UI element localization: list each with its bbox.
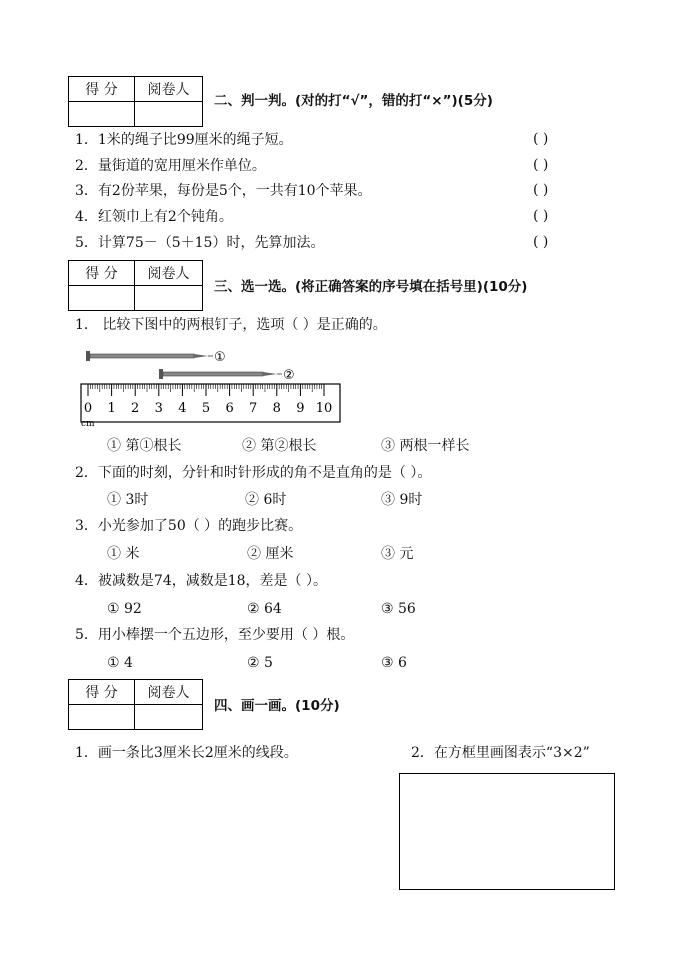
ruler-number: 0 [83,401,93,416]
s3-q5-option-2: ② 5 [247,655,273,671]
s3-q5-option-3: ③ 6 [381,655,407,671]
grader-cell[interactable] [135,286,203,311]
s2-answer-1[interactable]: ( ) [533,131,549,147]
s2-question-3: 3．有2份苹果，每份是5个，一共有10个苹果。 [75,183,372,199]
s3-question-2: 2．下面的时刻，分针和时针形成的角不是直角的是（ ）。 [75,465,432,481]
grader-label: 阅卷人 [135,77,203,102]
s4-question-1: 1．画一条比3厘米长2厘米的线段。 [75,745,298,761]
drawing-answer-box[interactable] [399,773,615,890]
s3-q1-option-1: ① 第①根长 [107,438,182,454]
s3-question-4: 4．被减数是74，减数是18，差是（ ）。 [75,573,327,589]
score-cell[interactable] [69,705,135,730]
score-label: 得 分 [69,680,135,705]
s2-question-1: 1．1米的绳子比99厘米的绳子短。 [75,132,293,148]
nail-label-2: ② [283,368,295,383]
score-cell[interactable] [69,286,135,311]
grader-label: 阅卷人 [135,680,203,705]
s3-question-1: 1． 比较下图中的两根钉子，选项（ ）是正确的。 [75,317,387,333]
ruler-number: 3 [154,401,163,416]
ruler-number: 10 [315,401,333,416]
nail-label-1: ① [214,350,226,365]
s3-q4-option-3: ③ 56 [381,601,416,617]
grader-label: 阅卷人 [135,261,203,286]
s3-q1-option-3: ③ 两根一样长 [381,438,470,454]
section4-title: 四、画一画。(10分) [214,698,340,714]
score-table-section2 [68,76,203,127]
nail-ruler-figure [76,344,356,430]
ruler-number: 6 [225,401,234,416]
score-cell[interactable] [69,102,135,127]
nail-1 [86,351,213,361]
s3-q4-option-1: ① 92 [107,601,142,617]
s3-q3-option-3: ③ 元 [381,546,414,562]
s3-q2-option-2: ② 6时 [245,492,287,508]
s3-q4-option-2: ② 64 [247,601,282,617]
s2-question-2: 2．量街道的宽用厘米作单位。 [75,158,266,174]
section3-title: 三、选一选。(将正确答案的序号填在括号里)(10分) [214,279,528,295]
ruler-number: 2 [131,401,140,416]
ruler-number: 1 [107,401,116,416]
s2-answer-2[interactable]: ( ) [533,157,549,173]
s3-question-3: 3．小光参加了50（ ）的跑步比赛。 [75,518,303,534]
grader-cell[interactable] [135,102,203,127]
s3-q3-option-2: ② 厘米 [247,546,294,562]
s3-q2-option-3: ③ 9时 [381,492,423,508]
s2-answer-5[interactable]: ( ) [533,234,549,250]
score-label: 得 分 [69,77,135,102]
grader-cell[interactable] [135,705,203,730]
ruler-number: 9 [296,401,305,416]
s3-question-5: 5．用小棒摆一个五边形，至少要用（ ）根。 [75,627,355,643]
s3-q1-option-2: ② 第②根长 [242,438,317,454]
ruler-number: 7 [249,401,258,416]
s2-question-5: 5．计算75－（5＋15）时，先算加法。 [75,235,325,251]
s2-question-4: 4．红领巾上有2个钝角。 [75,209,233,225]
s3-q2-option-1: ① 3时 [107,492,149,508]
s3-q3-option-1: ① 米 [107,546,140,562]
ruler-number: 4 [178,401,187,416]
ruler-unit: cm [81,419,95,429]
nail-2 [159,369,282,379]
s3-q5-option-1: ① 4 [107,655,133,671]
score-table-section3 [68,260,203,311]
ruler-number: 5 [201,401,211,416]
score-table-section4 [68,679,203,730]
s2-answer-4[interactable]: ( ) [533,208,549,224]
ruler-number: 8 [272,401,281,416]
section2-title: 二、判一判。(对的打“√”，错的打“×”)(5分) [214,93,493,109]
s2-answer-3[interactable]: ( ) [533,182,549,198]
s4-question-2: 2．在方框里画图表示“3×2” [411,745,590,761]
score-label: 得 分 [69,261,135,286]
